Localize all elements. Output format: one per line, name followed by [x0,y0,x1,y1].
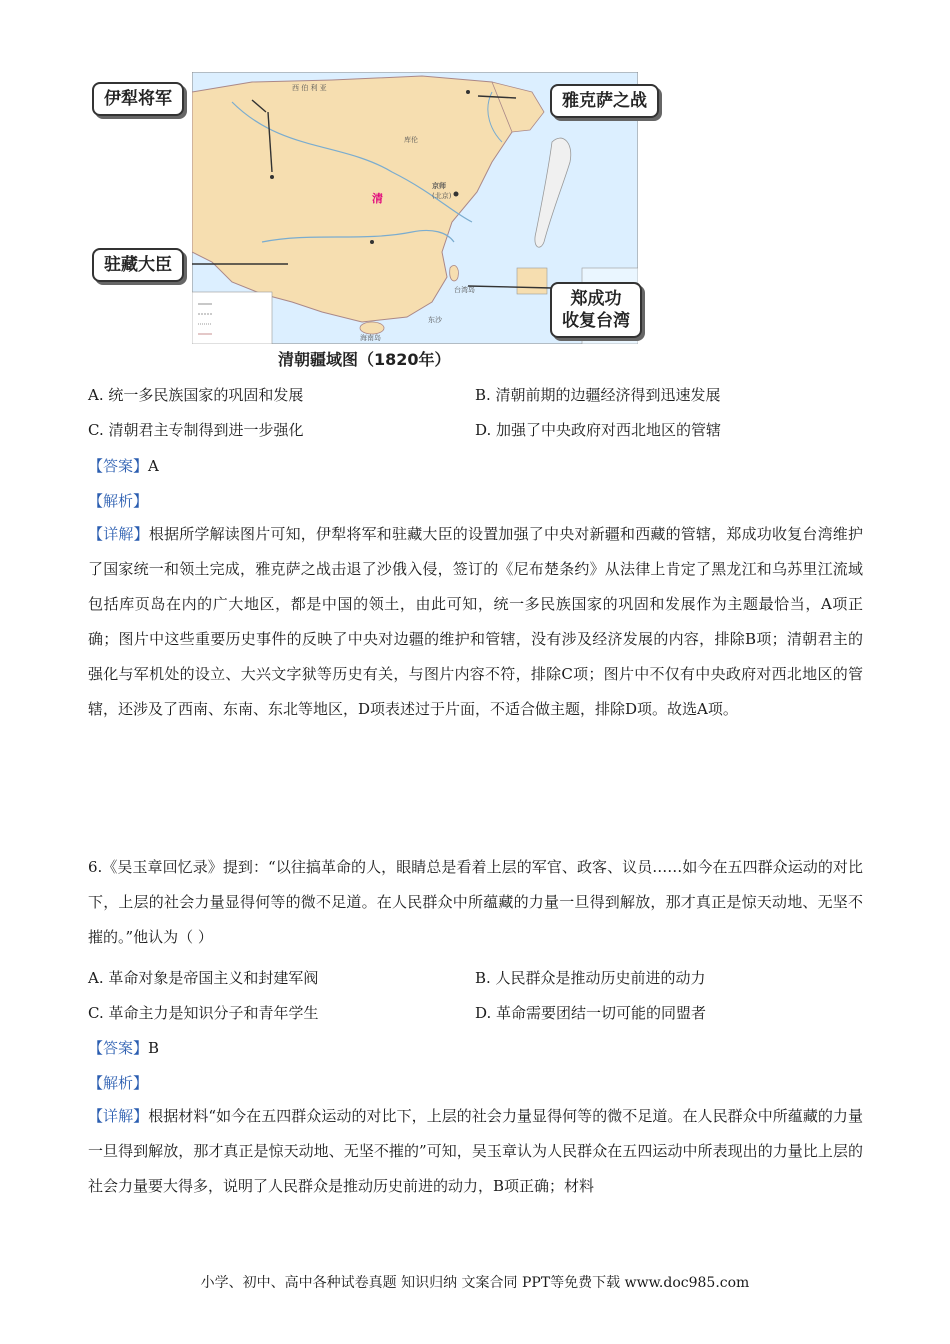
map-label-siberia: 西 伯 利 亚 [292,84,327,92]
callout-zhuzang-minister: 驻藏大臣 [92,248,184,282]
map-label-qing: 清 [372,192,383,205]
q6-answer-value: B [148,1039,160,1057]
q6-stem: 6.《吴玉章回忆录》提到：“以往搞革命的人，眼睛总是看着上层的军官、政客、议员……如今在五四群众运动的对比下，上层的社会力量显得何等的微不足道。在人民群众中所蕴藏的力量一旦得到解放，那才真正是惊天动地、无坚不摧的。”他认为（ ） [88,858,863,946]
map-label-beijing: (北京) [432,192,452,200]
q5-detail-label: 【详解】 [88,525,149,543]
q5-answer-label: 【答案】 [88,457,149,475]
q6-option-d: D. 革命需要团结一切可能的同盟者 [475,1004,707,1022]
q5-answer [88,456,159,476]
q5-answer-value: A [148,457,159,475]
q5-option-b: B. 清朝前期的边疆经济得到迅速发展 [475,386,721,404]
q5-analysis-label: 【解析】 [88,492,149,510]
callout-zheng-line2: 收复台湾 [562,311,630,331]
qing-map-figure [88,72,688,372]
q6-detail-label: 【详解】 [88,1107,149,1125]
q5-option-c: C. 清朝君主专制得到进一步强化 [88,421,304,439]
q6-option-b: B. 人民群众是推动历史前进的动力 [475,969,706,987]
page-footer: 小学、初中、高中各种试卷真题 知识归纳 文案合同 PPT等免费下载 www.doc985.com [200,1275,750,1291]
q6-detail-text: 根据材料“如今在五四群众运动的对比下，上层的社会力量显得何等的微不足道。在人民群众中所蕴藏的力量一旦得到解放，那才真正是惊天动地、无坚不摧的”可知，吴玉章认为人民群众在五四运动中所表现出的力量比上层的社会力量要大得多，说明了人民群众是推动历史前进的动力，B项正确；材料 [88,1107,863,1195]
map-label-dongsha: 东沙 [428,316,442,324]
q6-analysis-label: 【解析】 [88,1074,149,1092]
q5-detail-text: 根据所学解读图片可知，伊犁将军和驻藏大臣的设置加强了中央对新疆和西藏的管辖，郑成功收复台湾维护了国家统一和领土完成，雅克萨之战击退了沙俄入侵，签订的《尼布楚条约》从法律上肯定了黑龙江和乌苏里江流域包括库页岛在内的广大地区，都是中国的领土，由此可知，统一多民族国家的巩固和发展作为主题最恰当，A项正确；图片中这些重要历史事件的反映了中央对边疆的维护和管辖，没有涉及经济发展的内容，排除B项；清朝君主的强化与军机处的设立、大兴文字狱等历史有关，与图片内容不符，排除C项；图片中不仅有中央政府对西北地区的管辖，还涉及了西南、东南、东北等地区，D项表述过于片面，不适合做主题，排除D项。故选A项。 [88,525,863,718]
q6-option-a: A. 革命对象是帝国主义和封建军阀 [88,969,319,987]
callout-zheng-line1: 郑成功 [570,289,622,309]
callout-yakesa-battle: 雅克萨之战 [550,84,659,118]
q6-detail [88,1099,863,1204]
map-label-kulun: 库伦 [404,136,418,144]
callout-yili-general: 伊犁将军 [92,82,184,116]
callout-zheng-chenggong [550,282,642,338]
figure-caption: 清朝疆域图（1820年） [278,350,451,369]
q6-answer [88,1038,159,1058]
map-label-jingshi: 京师 [432,182,446,190]
q5-option-a: A. 统一多民族国家的巩固和发展 [88,386,304,404]
q5-detail [88,517,863,727]
q5-option-d: D. 加强了中央政府对西北地区的管辖 [475,421,722,439]
map-label-taiwan: 台湾岛 [454,286,475,294]
q6-option-c: C. 革命主力是知识分子和青年学生 [88,1004,319,1022]
map-label-hainan: 海南岛 [360,334,381,342]
q6-answer-label: 【答案】 [88,1039,149,1057]
